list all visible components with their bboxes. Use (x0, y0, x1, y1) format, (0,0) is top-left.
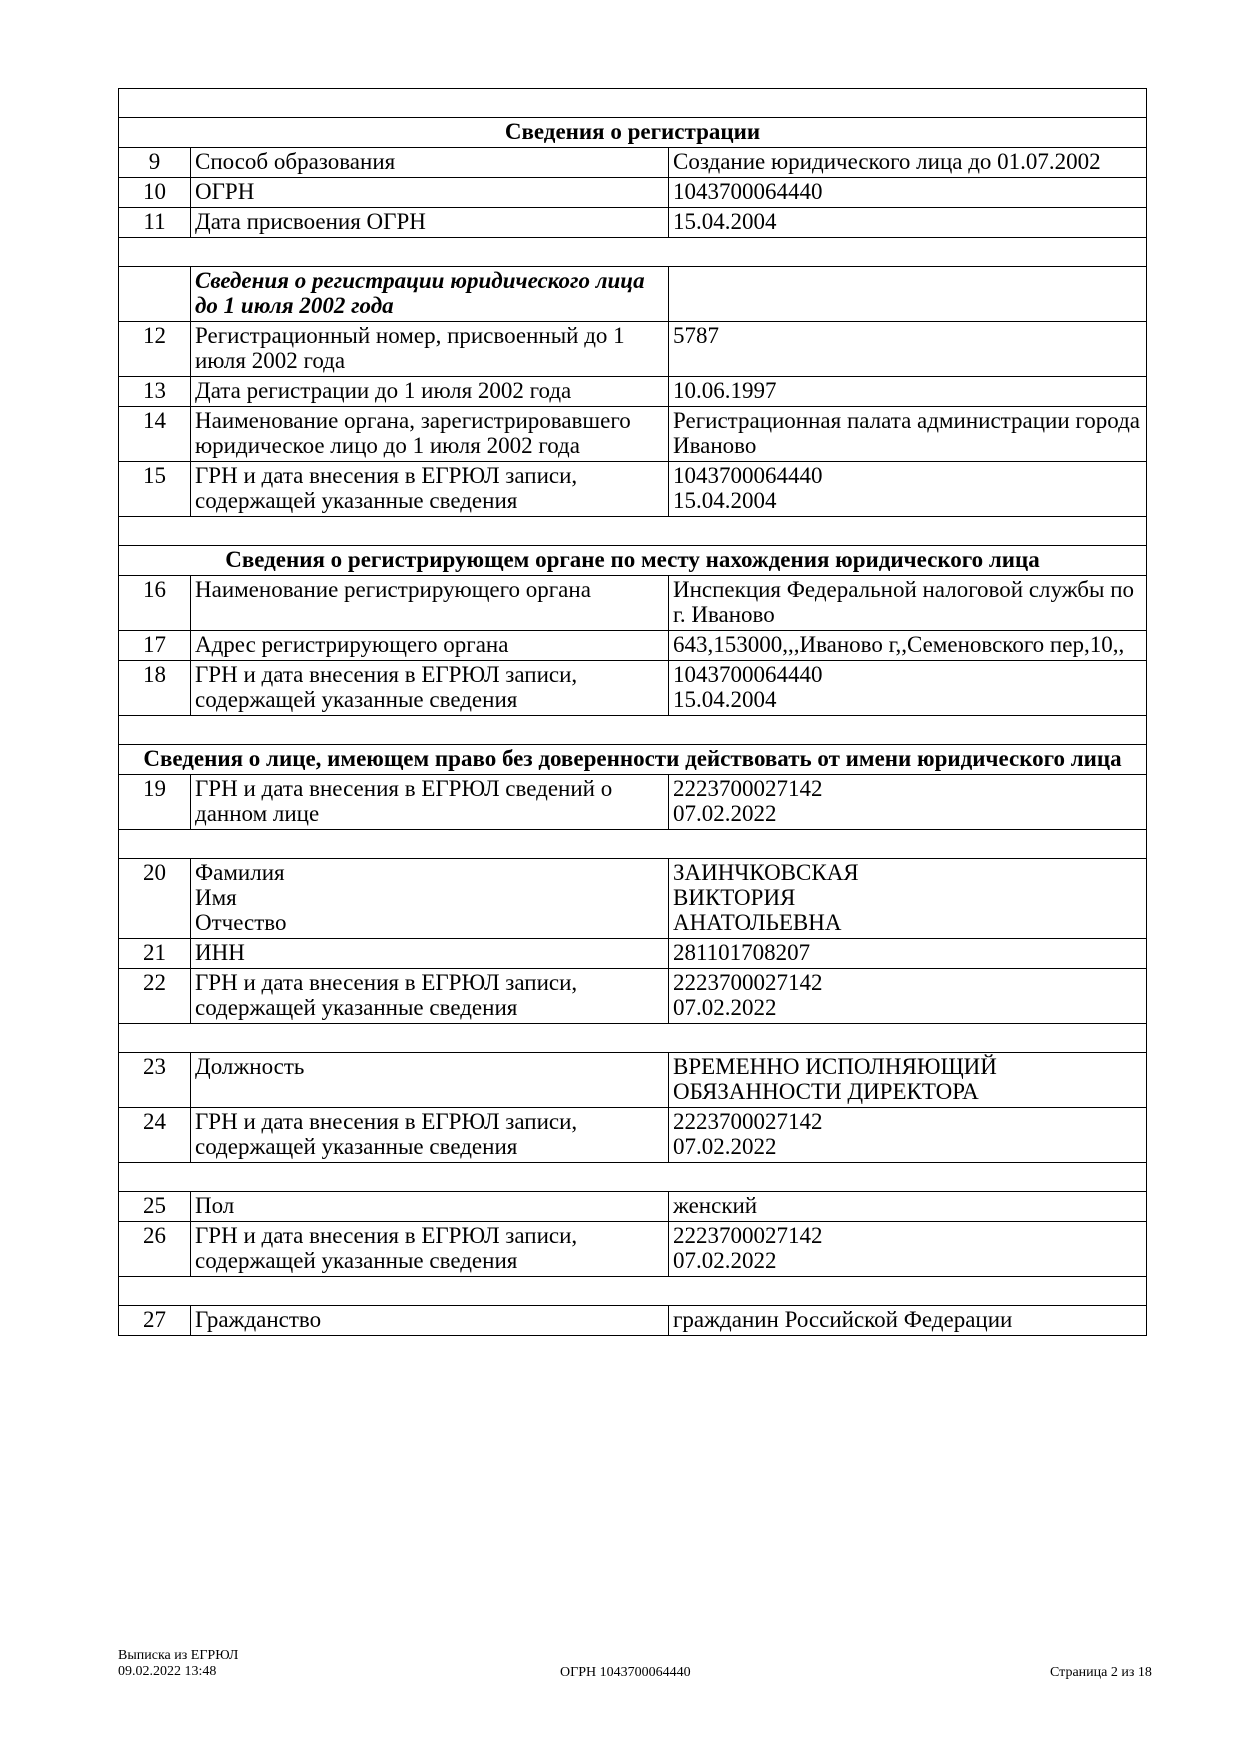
row-number: 23 (119, 1053, 191, 1108)
name-value: ВИКТОРИЯ (673, 885, 796, 910)
row-label: Наименование регистрирующего органа (191, 576, 669, 631)
row-value: женский (669, 1192, 1147, 1222)
table-row (119, 1053, 1147, 1108)
grn-value: 2223700027142 (673, 1223, 823, 1248)
row-value (669, 462, 1147, 517)
grn-value: 2223700027142 (673, 776, 823, 801)
table-row (119, 322, 1147, 377)
row-number: 26 (119, 1222, 191, 1277)
row-value: 1043700064440 (669, 178, 1147, 208)
spacer-row (119, 1024, 1147, 1053)
row-value: 643,153000,,,Иваново г,,Семеновского пер,10,, (669, 631, 1147, 661)
footer-left (118, 1648, 238, 1680)
empty-cell (119, 267, 191, 322)
table-row (119, 859, 1147, 939)
row-number: 27 (119, 1306, 191, 1336)
table-row (119, 407, 1147, 462)
surname-value: ЗАИНЧКОВСКАЯ (673, 860, 859, 885)
patronymic-value: АНАТОЛЬЕВНА (673, 910, 842, 935)
row-number: 22 (119, 969, 191, 1024)
row-value: ВРЕМЕННО ИСПОЛНЯЮЩИЙ ОБЯЗАННОСТИ ДИРЕКТОРА (669, 1053, 1147, 1108)
row-value: Регистрационная палата администрации города Иваново (669, 407, 1147, 462)
row-value: Инспекция Федеральной налоговой службы по г. Иваново (669, 576, 1147, 631)
row-value (669, 1222, 1147, 1277)
row-value: 10.06.1997 (669, 377, 1147, 407)
surname-label: Фамилия (195, 860, 285, 885)
row-value: 5787 (669, 322, 1147, 377)
row-label: Дата регистрации до 1 июля 2002 года (191, 377, 669, 407)
table-row (119, 462, 1147, 517)
row-label: ГРН и дата внесения в ЕГРЮЛ записи, содержащей указанные сведения (191, 1222, 669, 1277)
footer-datetime: 09.02.2022 13:48 (118, 1664, 217, 1679)
table-row (119, 377, 1147, 407)
row-number: 21 (119, 939, 191, 969)
date-value: 07.02.2022 (673, 1134, 777, 1159)
spacer-row (119, 1163, 1147, 1192)
name-label: Имя (195, 885, 237, 910)
row-number: 14 (119, 407, 191, 462)
section-header-row (119, 745, 1147, 775)
patronymic-label: Отчество (195, 910, 287, 935)
table-row (119, 576, 1147, 631)
section-header-row (119, 546, 1147, 576)
row-value (669, 1108, 1147, 1163)
section-pre2002: Сведения о регистрации юридического лица до 1 июля 2002 года (191, 267, 669, 322)
row-label: ГРН и дата внесения в ЕГРЮЛ сведений о данном лице (191, 775, 669, 830)
spacer-row (119, 238, 1147, 267)
egrul-table (118, 88, 1147, 1336)
row-value: 15.04.2004 (669, 208, 1147, 238)
footer-page-number: Страница 2 из 18 (1050, 1665, 1152, 1680)
row-number: 16 (119, 576, 191, 631)
table-row (119, 939, 1147, 969)
row-number: 25 (119, 1192, 191, 1222)
row-value (669, 775, 1147, 830)
table-row (119, 1192, 1147, 1222)
grn-value: 1043700064440 (673, 662, 823, 687)
row-number: 11 (119, 208, 191, 238)
row-label: Регистрационный номер, присвоенный до 1 июля 2002 года (191, 322, 669, 377)
row-label: Дата присвоения ОГРН (191, 208, 669, 238)
row-label: Способ образования (191, 148, 669, 178)
spacer-row (119, 89, 1147, 118)
section-header-row (119, 118, 1147, 148)
subsection-header-row (119, 267, 1147, 322)
row-label: ГРН и дата внесения в ЕГРЮЛ записи, содержащей указанные сведения (191, 969, 669, 1024)
table-row (119, 1108, 1147, 1163)
date-value: 15.04.2004 (673, 687, 777, 712)
row-label: ГРН и дата внесения в ЕГРЮЛ записи, содержащей указанные сведения (191, 1108, 669, 1163)
row-number: 18 (119, 661, 191, 716)
row-number: 20 (119, 859, 191, 939)
row-label: Пол (191, 1192, 669, 1222)
row-label: ГРН и дата внесения в ЕГРЮЛ записи, содержащей указанные сведения (191, 462, 669, 517)
grn-value: 1043700064440 (673, 463, 823, 488)
footer-ogrn: ОГРН 1043700064440 (560, 1665, 691, 1680)
section-authority: Сведения о регистрирующем органе по месту нахождения юридического лица (119, 546, 1147, 576)
row-number: 9 (119, 148, 191, 178)
section-person: Сведения о лице, имеющем право без доверенности действовать от имени юридического лица (119, 745, 1147, 775)
table-row (119, 148, 1147, 178)
row-label: Адрес регистрирующего органа (191, 631, 669, 661)
row-label: Наименование органа, зарегистрировавшего юридическое лицо до 1 июля 2002 года (191, 407, 669, 462)
spacer-row (119, 1277, 1147, 1306)
date-value: 15.04.2004 (673, 488, 777, 513)
date-value: 07.02.2022 (673, 801, 777, 826)
table-row (119, 631, 1147, 661)
row-number: 12 (119, 322, 191, 377)
table-row (119, 661, 1147, 716)
row-label: ИНН (191, 939, 669, 969)
date-value: 07.02.2022 (673, 995, 777, 1020)
row-number: 17 (119, 631, 191, 661)
spacer-row (119, 517, 1147, 546)
row-value: 281101708207 (669, 939, 1147, 969)
row-label: Гражданство (191, 1306, 669, 1336)
row-label: ГРН и дата внесения в ЕГРЮЛ записи, содержащей указанные сведения (191, 661, 669, 716)
table-row (119, 775, 1147, 830)
row-value (669, 661, 1147, 716)
row-value (669, 859, 1147, 939)
row-number: 13 (119, 377, 191, 407)
row-number: 15 (119, 462, 191, 517)
spacer-row (119, 716, 1147, 745)
row-label (191, 859, 669, 939)
spacer-row (119, 830, 1147, 859)
table-row (119, 969, 1147, 1024)
row-label: ОГРН (191, 178, 669, 208)
section-registration: Сведения о регистрации (119, 118, 1147, 148)
row-value: Создание юридического лица до 01.07.2002 (669, 148, 1147, 178)
empty-cell (669, 267, 1147, 322)
row-number: 10 (119, 178, 191, 208)
row-value (669, 969, 1147, 1024)
table-row (119, 178, 1147, 208)
grn-value: 2223700027142 (673, 1109, 823, 1134)
row-number: 24 (119, 1108, 191, 1163)
table-row (119, 1222, 1147, 1277)
date-value: 07.02.2022 (673, 1248, 777, 1273)
table-row (119, 208, 1147, 238)
grn-value: 2223700027142 (673, 970, 823, 995)
table-row (119, 1306, 1147, 1336)
row-value: гражданин Российской Федерации (669, 1306, 1147, 1336)
row-number: 19 (119, 775, 191, 830)
footer-doc-title: Выписка из ЕГРЮЛ (118, 1648, 239, 1663)
row-label: Должность (191, 1053, 669, 1108)
